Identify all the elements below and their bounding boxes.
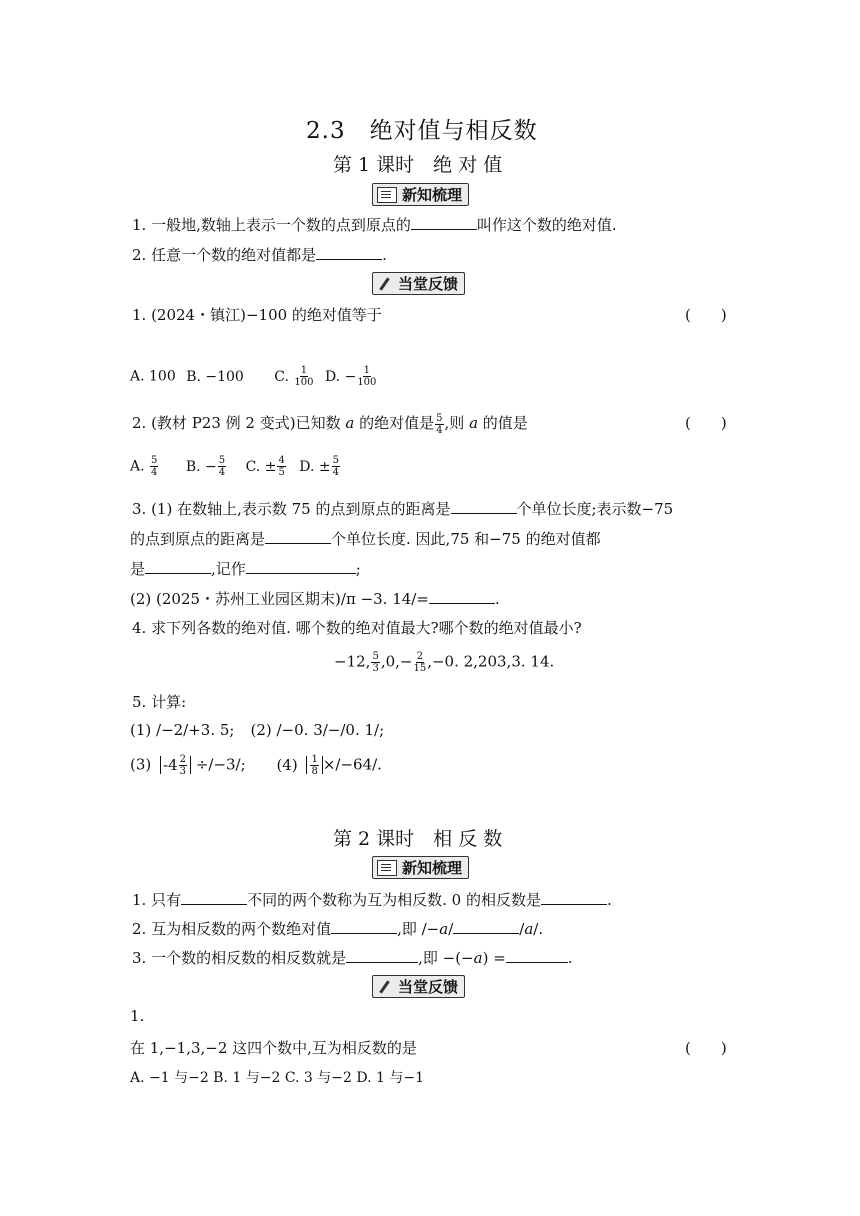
question-2: 2. (教材 P23 例 2 变式)已知数 a 的绝对值是 $\frac{5}{4}$ ,则 a 的值是 <box>132 412 528 436</box>
question-4-list: −12, $\frac{5}{3}$ ,0,− $\frac{2}{15}$ ,−0. 2,203,3. 14. <box>334 651 555 674</box>
answer-blank[interactable] <box>145 559 211 574</box>
l2-q1-options: A. −1 与−2 B. 1 与−2 C. 3 与−2 D. 1 与−1 <box>130 1070 424 1086</box>
answer-blank[interactable] <box>429 589 495 604</box>
question-3-line-1: 3. (1) 在数轴上,表示数 75 的点到原点的距离是 个单位长度;表示数−75 <box>132 500 674 518</box>
badge-label: 当堂反馈 <box>398 978 459 996</box>
question-5-parts-1-2: (1) /−2/+3. 5; (2) /−0. 3/−/0. 1/; <box>130 721 385 739</box>
badge-new-knowledge <box>372 183 469 206</box>
question-4: 4. 求下列各数的绝对值. 哪个数的绝对值最大?哪个数的绝对值最小? <box>132 619 582 637</box>
question-5: 5. 计算: <box>132 693 187 711</box>
badge-label: 当堂反馈 <box>398 275 459 293</box>
answer-blank[interactable] <box>346 948 418 963</box>
badge-new-knowledge <box>372 856 469 879</box>
lesson1-title: 第 1 课时 绝 对 值 <box>333 154 503 176</box>
answer-blank[interactable] <box>265 529 331 544</box>
answer-blank[interactable] <box>453 919 519 934</box>
question-3-line-3: 是 ,记作 ; <box>130 560 361 578</box>
l2-new-item-2: 2. 互为相反数的两个数绝对值 ,即 /−a/ /a/. <box>132 920 544 938</box>
new-item-1: 1. 一般地,数轴上表示一个数的点到原点的 叫作这个数的绝对值. <box>132 216 617 234</box>
pen-icon <box>377 277 393 291</box>
question-3-line-2: 的点到原点的距离是 个单位长度. 因此,75 和−75 的绝对值都 <box>130 530 601 548</box>
l2-question-1: 在 1,−1,3,−2 这四个数中,互为相反数的是 <box>130 1039 417 1057</box>
question-5-parts-3-4: (3) -4 $\frac{2}{3}$ ÷/−3/; (4) $\frac{1}{8}$ ×/−64/. <box>130 754 382 777</box>
answer-blank[interactable] <box>246 559 356 574</box>
answer-blank[interactable] <box>451 499 517 514</box>
new-item-2: 2. 任意一个数的绝对值都是 . <box>132 246 387 264</box>
question-1: 1. (2024・镇江)−100 的绝对值等于 <box>132 306 382 324</box>
answer-paren[interactable]: ( ) <box>685 1039 727 1057</box>
badge-label: 新知梳理 <box>402 186 463 204</box>
l2-new-item-1: 1. 只有 不同的两个数称为互为相反数. 0 的相反数是 . <box>132 891 612 909</box>
l2-new-item-3: 3. 一个数的相反数的相反数就是 ,即 −(−a) = . <box>132 949 573 967</box>
l2-question-1-number: 1. <box>130 1007 145 1025</box>
question-3-line-4: (2) (2025・苏州工业园区期末)/π −3. 14/= . <box>130 590 500 608</box>
page-title: 2.3 绝对值与相反数 <box>306 118 538 144</box>
book-icon <box>377 860 397 876</box>
badge-label: 新知梳理 <box>402 859 463 877</box>
badge-feedback <box>372 975 465 998</box>
book-icon <box>377 187 397 203</box>
answer-paren[interactable]: ( ) <box>685 414 727 432</box>
pen-icon <box>377 980 393 994</box>
answer-blank[interactable] <box>541 890 607 905</box>
q2-options: A. $\frac{5}{4}$ B. − $\frac{5}{4}$ C. ± $\frac{4}{5}$ D. ± $\frac{5}{4}$ <box>130 455 339 478</box>
answer-blank[interactable] <box>331 919 397 934</box>
answer-blank[interactable] <box>411 215 477 230</box>
answer-blank[interactable] <box>181 890 247 905</box>
answer-paren[interactable]: ( ) <box>685 306 727 324</box>
answer-blank[interactable] <box>506 948 568 963</box>
answer-blank[interactable] <box>316 245 382 260</box>
badge-feedback <box>372 272 465 295</box>
q1-options: A. 100 B. −100 C. $\frac{1}{100}$ D. − $\frac{1}{100}$ <box>130 365 377 388</box>
lesson2-title: 第 2 课时 相 反 数 <box>333 828 503 850</box>
